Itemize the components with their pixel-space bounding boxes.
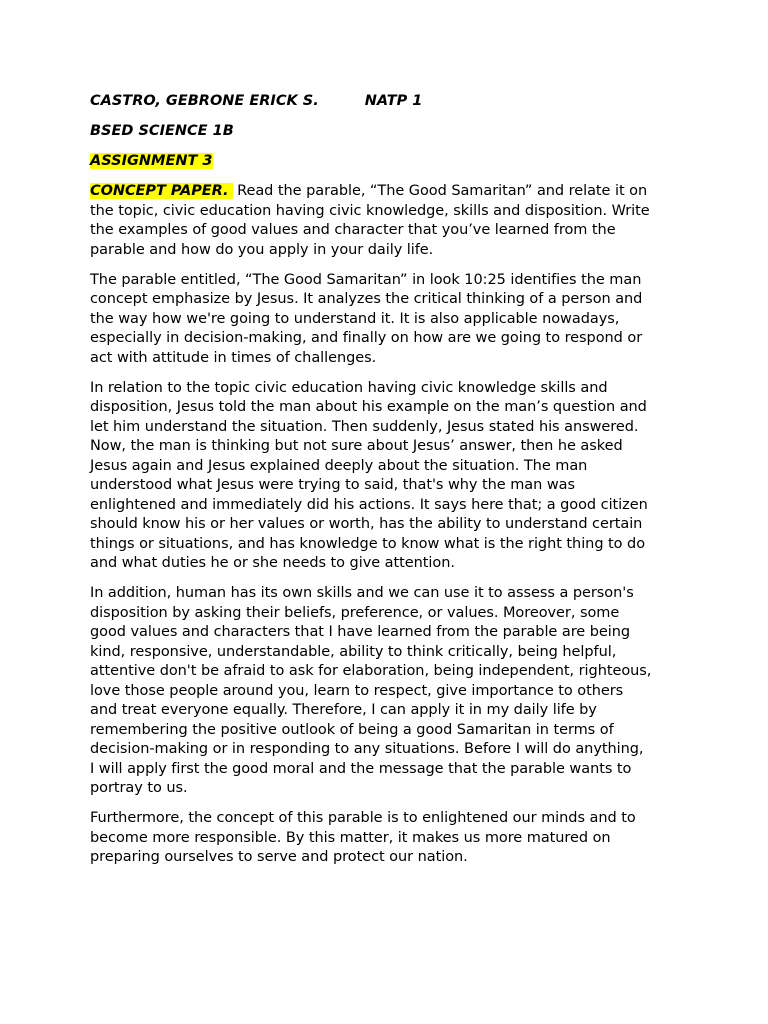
student-name: CASTRO, GEBRONE ERICK S. [90, 93, 319, 109]
text-line: In relation to the topic civic education having civic knowledge skills and [90, 379, 608, 396]
body-text [90, 182, 690, 868]
text-line: remembering the positive outlook of being a good Samaritan in terms of [90, 721, 614, 738]
text-line: Furthermore, the concept of this parable is to enlightened our minds and to [90, 810, 636, 826]
text-line: especially in decision-making, and finally on how are we going to respond or [90, 330, 643, 346]
text-line: things or situations, and has knowledge to know what is the right thing to do [90, 535, 646, 552]
text-line: concept emphasize by Jesus. It analyzes the critical thinking of a person and [90, 291, 643, 307]
assignment-title: ASSIGNMENT 3 [90, 153, 213, 169]
text-line: and treat everyone equally. Therefore, I can apply it in my daily life by [90, 702, 597, 718]
text-line: and what duties he or she needs to give attention. [90, 555, 455, 571]
document-page [90, 92, 690, 878]
text-line-rest: Read the parable, “The Good Samaritan” and relate it on [237, 183, 648, 199]
text-line: disposition by asking their beliefs, preference, or values. Moreover, some [90, 604, 620, 621]
text-line: kind, responsive, understandable, ability to think critically, being helpful, [90, 643, 617, 660]
text-line: Now, the man is thinking but not sure about Jesus’ answer, then he asked [90, 438, 623, 454]
student-section: BSED SCIENCE 1B [90, 123, 234, 139]
text-line: should know his or her values or worth, has the ability to understand certain [90, 516, 643, 532]
text-line: love those people around you, learn to respect, give importance to others [90, 682, 624, 699]
text-line: the way how we're going to understand it. It is also applicable nowadays, [90, 310, 620, 327]
text-line: In addition, human has its own skills and we can use it to assess a person's [90, 585, 634, 601]
text-line: preparing ourselves to serve and protect our nation. [90, 849, 468, 865]
text-line: understood what Jesus were trying to said, that's why the man was [90, 477, 575, 493]
course-code: NATP 1 [364, 93, 423, 109]
text-line: parable and how do you apply in your daily life. [90, 241, 434, 258]
text-line: Jesus again and Jesus explained deeply about the situation. The man [90, 457, 588, 474]
text-line: attentive don't be afraid to ask for elaboration, being independent, righteous, [90, 663, 652, 679]
text-line: good values and characters that I have learned from the parable are being [90, 624, 631, 640]
text-line: let him understand the situation. Then suddenly, Jesus stated his answered. [90, 418, 639, 435]
text-line: disposition, Jesus told the man about his example on the man’s question and [90, 399, 647, 415]
paragraph-3 [90, 379, 690, 574]
text-line: The parable entitled, “The Good Samaritan” in look 10:25 identifies the man [90, 271, 642, 288]
paragraph-5 [90, 809, 690, 868]
paragraph-2 [90, 271, 690, 369]
text-line: become more responsible. By this matter, it makes us more matured on [90, 829, 611, 846]
text-line: portray to us. [90, 780, 188, 796]
header-name-line [90, 92, 690, 110]
paragraph-4 [90, 584, 690, 799]
paragraph-1 [90, 182, 690, 260]
section-line [90, 122, 690, 140]
text-line: enlightened and immediately did his actions. It says here that; a good citizen [90, 496, 648, 513]
text-line: the topic, civic education having civic knowledge, skills and disposition. Write [90, 202, 650, 219]
text-line: I will apply first the good moral and the message that the parable wants to [90, 760, 632, 777]
text-line: the examples of good values and character that you’ve learned from the [90, 222, 616, 238]
text-line [90, 182, 690, 202]
text-line: act with attitude in times of challenges. [90, 349, 377, 366]
concept-paper-label: CONCEPT PAPER. [90, 183, 233, 199]
assignment-line [90, 152, 690, 170]
text-line: decision-making or in responding to any situations. Before I will do anything, [90, 741, 644, 757]
